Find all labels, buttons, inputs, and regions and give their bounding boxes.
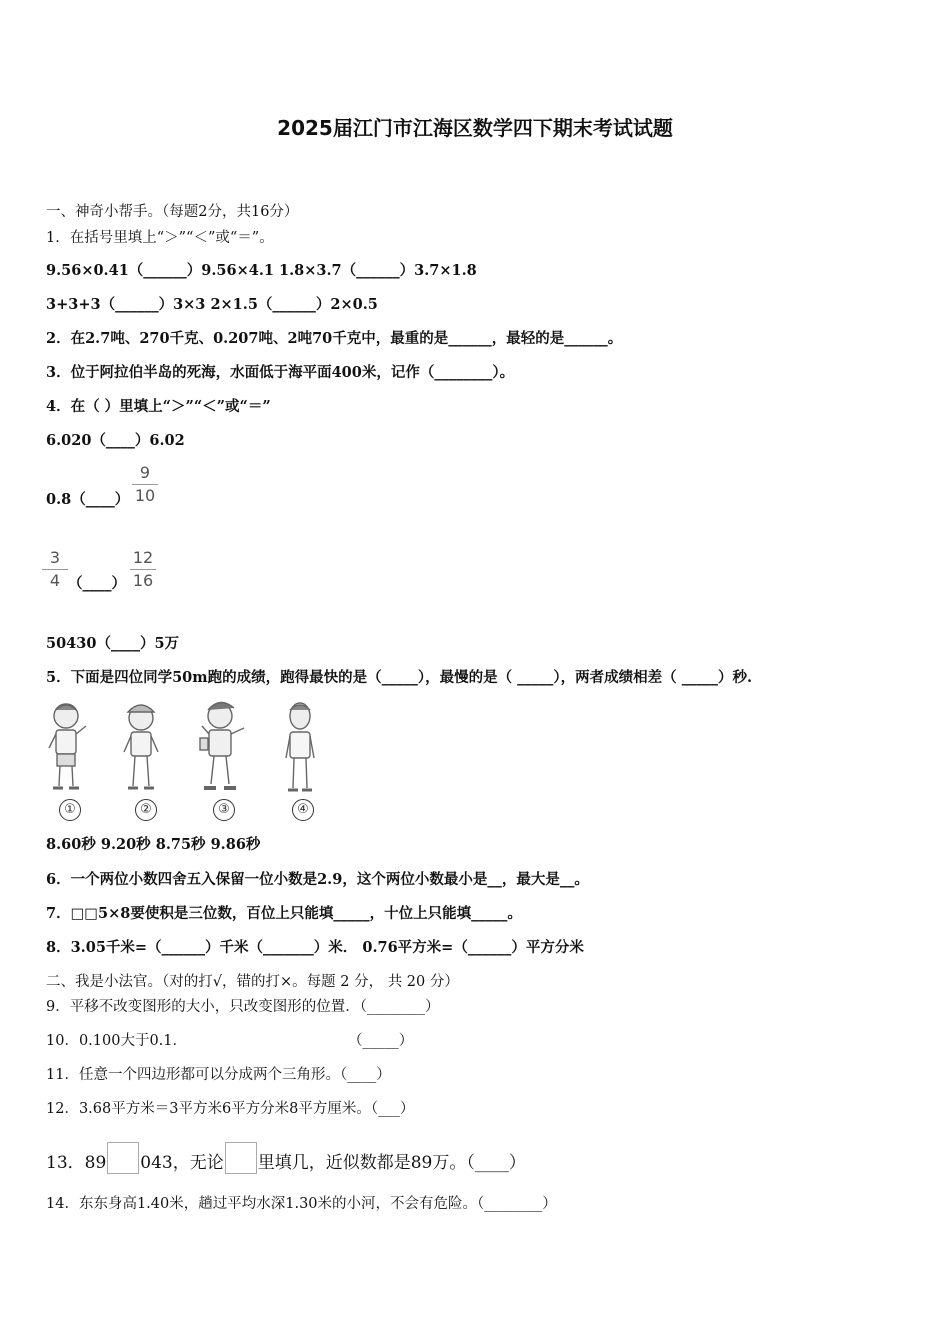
question-13-part-b: 043，无论 <box>140 1153 224 1173</box>
student-1-label: ① <box>56 798 84 821</box>
student-1-figure <box>49 704 86 788</box>
question-13-part-a: 13．89 <box>46 1153 107 1173</box>
question-10-blank: （_____） <box>348 1033 414 1049</box>
digit-box <box>225 1142 257 1174</box>
fraction-bar <box>130 569 156 570</box>
question-12: 12．3.68平方米＝3平方米6平方分米8平方厘米。（___） <box>46 1101 415 1117</box>
fraction-9-10 <box>132 463 158 506</box>
question-4: 4．在（ ）里填上“＞”“＜”或“＝” <box>46 398 271 415</box>
student-4-label: ④ <box>289 798 317 821</box>
student-2-figure <box>124 705 158 788</box>
question-1: 1．在括号里填上“＞”“＜”或“＝”。 <box>46 230 274 246</box>
student-3-figure <box>200 702 244 788</box>
question-2: 2．在2.7吨、270千克、0.207吨、2吨70千克中，最重的是______，最轻的是______。 <box>46 330 623 347</box>
question-4-b-left: 0.8（____） <box>46 491 130 508</box>
fraction-denominator: 16 <box>132 571 154 590</box>
question-5: 5．下面是四位同学50m跑的成绩，跑得最快的是（_____），最慢的是（ _____），两者成绩相差（ _____）秒. <box>46 669 753 686</box>
fraction-numerator: 3 <box>49 548 61 567</box>
question-6: 6．一个两位小数四舍五入保留一位小数是2.9，这个两位小数最小是__，最大是__。 <box>46 871 589 888</box>
question-13-part-c: 里填几，近似数都是89万。（____） <box>257 1153 526 1173</box>
section-1-heading: 一、神奇小帮手。（每题2分，共16分） <box>46 204 299 220</box>
question-4-c-mid: （____） <box>68 575 126 592</box>
question-11: 11．任意一个四边形都可以分成两个三角形。（____） <box>46 1067 391 1083</box>
student-2-label: ② <box>132 798 160 821</box>
question-1-line-1: 9.56×0.41（______）9.56×4.1 1.8×3.7（______）3.7×1.8 <box>46 262 477 279</box>
question-5-times: 8.60秒 9.20秒 8.75秒 9.86秒 <box>46 836 261 853</box>
fraction-numerator: 12 <box>132 548 154 567</box>
fraction-bar <box>42 569 68 570</box>
question-4-a: 6.020（____）6.02 <box>46 432 185 449</box>
students-figures <box>44 698 334 798</box>
fraction-denominator: 10 <box>134 486 156 505</box>
student-3-label: ③ <box>210 798 238 821</box>
question-7: 7．□□5×8要使积是三位数，百位上只能填_____，十位上只能填_____。 <box>46 905 522 922</box>
question-8: 8．3.05千米=（______）千米（_______）米． 0.76平方米=（______）平方分米 <box>46 939 584 956</box>
question-13 <box>46 1142 526 1174</box>
students-illustration <box>44 698 334 817</box>
question-1-line-2: 3+3+3（______）3×3 2×1.5（______）2×0.5 <box>46 296 378 313</box>
question-3: 3．位于阿拉伯半岛的死海，水面低于海平面400米，记作（________）。 <box>46 364 515 381</box>
fraction-numerator: 9 <box>139 463 151 482</box>
fraction-3-4 <box>42 548 68 591</box>
digit-box <box>107 1142 139 1174</box>
student-4-figure <box>286 703 314 790</box>
fraction-denominator: 4 <box>49 571 61 590</box>
fraction-bar <box>132 484 158 485</box>
question-9: 9．平移不改变图形的大小，只改变图形的位置．（________） <box>46 999 440 1015</box>
fraction-12-16 <box>130 548 156 591</box>
question-4-d: 50430（____）5万 <box>46 635 180 652</box>
question-10: 10．0.100大于0.1． <box>46 1033 188 1049</box>
page-title: 2025届江门市江海区数学四下期末考试试题 <box>277 116 673 140</box>
section-2-heading: 二、我是小法官。（对的打√，错的打×。每题 2 分， 共 20 分） <box>46 974 459 990</box>
question-14: 14．东东身高1.40米，趟过平均水深1.30米的小河，不会有危险。（________） <box>46 1196 557 1212</box>
